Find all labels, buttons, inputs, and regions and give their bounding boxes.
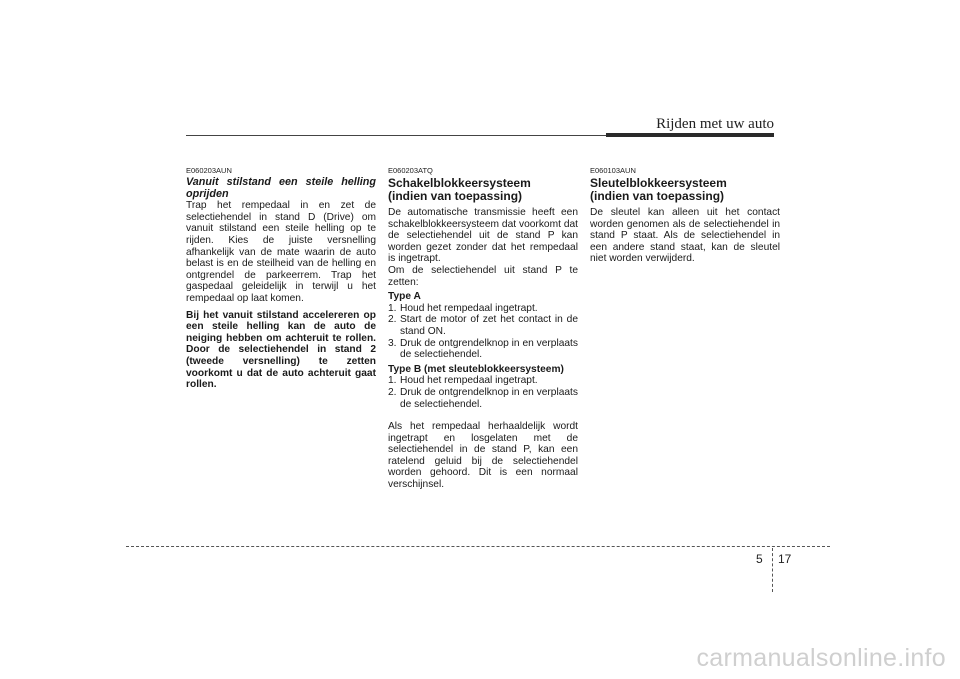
column-2 bbox=[388, 166, 578, 491]
heading-line: (indien van toepassing) bbox=[590, 188, 725, 203]
list-text: Druk de ontgrendelknop in en verplaats de selectiehendel. bbox=[400, 337, 578, 361]
heading-line: (indien van toepassing) bbox=[388, 188, 523, 203]
heading-line: Sleutelblokkeersysteem bbox=[590, 176, 727, 190]
section-code: E060203AUN bbox=[186, 166, 232, 175]
list-item bbox=[388, 387, 578, 410]
heading-line: Schakelblokkeersysteem bbox=[388, 176, 531, 190]
section-heading bbox=[590, 177, 780, 202]
list-item bbox=[388, 375, 578, 387]
section-code: E060103AUN bbox=[590, 166, 636, 175]
list-number: 2. bbox=[388, 314, 397, 326]
watermark: carmanualsonline.info bbox=[696, 644, 946, 672]
section-code: E060203ATQ bbox=[388, 166, 433, 175]
type-b-label: Type B (met sleuteblokkeersysteem) bbox=[388, 363, 564, 375]
footer-rule bbox=[126, 546, 830, 547]
paragraph: De automatische transmissie heeft een schakelblokkeersysteem dat voorkomt dat de selectiehendel uit de stand P kan worden gezet zonder dat het rempedaal is ingetrapt. bbox=[388, 207, 578, 265]
type-a-label: Type A bbox=[388, 291, 421, 303]
paragraph: Trap het rempedaal in en zet de selectiehendel in stand D (Drive) om vanuit stilstand een steile helling op te rijden. Kies de juiste versnelling afhankelijk van de mate waarin de auto belast is en de steilheid van de helling en ontgrendel de parkeerrem. Trap het gaspedaal geleidelijk in terwijl u het rempedaal op laat komen. bbox=[186, 200, 376, 304]
list-number: 1. bbox=[388, 375, 397, 387]
list-text: Houd het rempedaal ingetrapt. bbox=[400, 375, 538, 387]
page-number-divider bbox=[772, 548, 773, 592]
header-rule bbox=[186, 135, 606, 136]
list-number: 1. bbox=[388, 302, 397, 314]
chapter-number: 5 bbox=[756, 552, 763, 566]
section-heading bbox=[388, 177, 578, 202]
list-item bbox=[388, 338, 578, 361]
list-item bbox=[388, 303, 578, 315]
list-item bbox=[388, 314, 578, 337]
header-rule-accent bbox=[606, 133, 774, 137]
list-number: 3. bbox=[388, 337, 397, 349]
section-title: Rijden met uw auto bbox=[656, 116, 774, 132]
list-number: 2. bbox=[388, 386, 397, 398]
page-number: 17 bbox=[778, 552, 792, 566]
warning-paragraph: Bij het vanuit stilstand accelereren op een steile helling kan de auto de neiging hebben om achteruit te rollen. Door de selectiehendel in stand 2 (tweede versnelling) te zetten voorkomt u dat de auto achteruit gaat rollen. bbox=[186, 309, 376, 391]
paragraph: De sleutel kan alleen uit het contact worden genomen als de selectiehendel in stand P staat. Als de selectiehendel in een andere stand staat, kan de sleutel niet worden verwijderd. bbox=[590, 207, 780, 265]
steps-list-b bbox=[388, 375, 578, 410]
subsection-heading: Vanuit stilstand een steile helling oprijden bbox=[186, 176, 376, 200]
column-3 bbox=[590, 166, 780, 265]
list-text: Houd het rempedaal ingetrapt. bbox=[400, 302, 538, 314]
list-text: Druk de ontgrendelknop in en verplaats de selectiehendel. bbox=[400, 386, 578, 410]
column-1 bbox=[186, 166, 376, 391]
paragraph: Om de selectiehendel uit stand P te zetten: bbox=[388, 264, 578, 288]
paragraph: Als het rempedaal herhaaldelijk wordt ingetrapt en losgelaten met de selectiehendel in de stand P, kan een ratelend geluid bij de selectiehendel worden gehoord. Dit is een normaal verschijnsel. bbox=[388, 421, 578, 491]
steps-list-a bbox=[388, 303, 578, 361]
list-text: Start de motor of zet het contact in de stand ON. bbox=[400, 314, 578, 337]
